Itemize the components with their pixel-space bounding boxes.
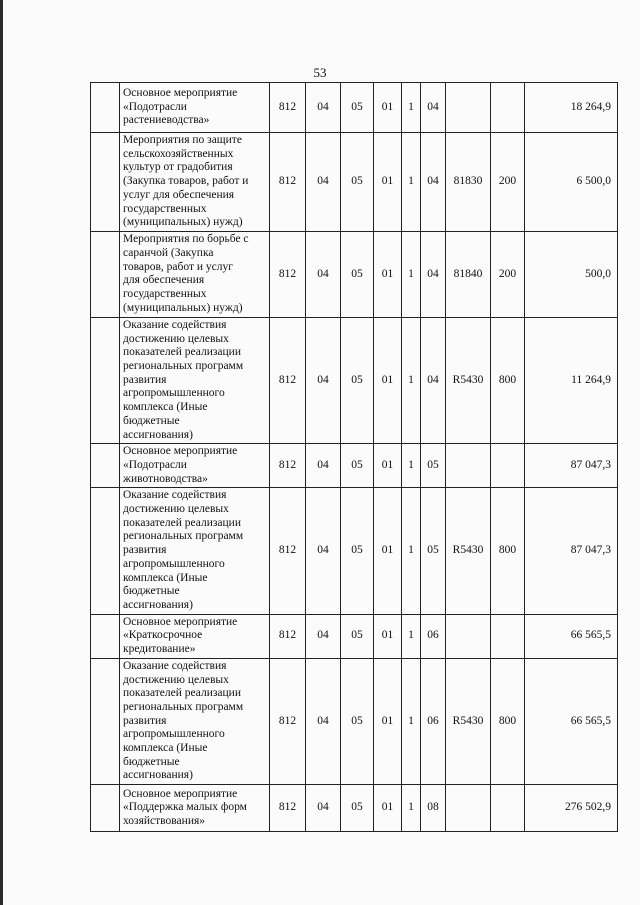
item-name-line: «Подотрасли	[123, 100, 187, 113]
subsection-cell: 05	[341, 317, 374, 443]
item-name-line: агропромышленного	[123, 728, 225, 741]
program-cell: 01	[374, 231, 402, 317]
item-name-line: развития	[123, 714, 167, 727]
program-cell: 01	[374, 133, 402, 232]
item-name-line: развития	[123, 544, 167, 557]
section-cell: 04	[306, 785, 341, 832]
number-cell	[91, 317, 120, 443]
table-row	[91, 83, 618, 133]
measure-cell: 05	[421, 444, 446, 488]
direction-code-cell	[446, 785, 491, 832]
subprogram-cell: 1	[402, 317, 421, 443]
subsection-cell: 05	[341, 231, 374, 317]
item-name-line: товаров, работ и услуг	[123, 260, 233, 273]
number-cell	[91, 83, 120, 133]
program-cell: 01	[374, 785, 402, 832]
measure-cell: 06	[421, 658, 446, 784]
subprogram-cell: 1	[402, 231, 421, 317]
subprogram-cell: 1	[402, 785, 421, 832]
table-row	[91, 658, 618, 784]
item-name-cell	[120, 83, 270, 133]
item-name-cell	[120, 133, 270, 232]
measure-cell: 04	[421, 231, 446, 317]
item-name-line: бюджетные	[123, 755, 180, 768]
number-cell	[91, 658, 120, 784]
item-name-line: сельскохозяйственных	[123, 147, 234, 160]
subsection-cell: 05	[341, 785, 374, 832]
item-name-line: региональных программ	[123, 530, 244, 543]
item-name-cell	[120, 488, 270, 614]
measure-cell: 04	[421, 83, 446, 133]
section-cell: 04	[306, 231, 341, 317]
amount-cell: 66 565,5	[525, 658, 618, 784]
item-name-cell	[120, 658, 270, 784]
program-cell: 01	[374, 658, 402, 784]
item-name-line: региональных программ	[123, 700, 244, 713]
item-name-line: агропромышленного	[123, 557, 225, 570]
table-row	[91, 231, 618, 317]
ved-cell: 812	[270, 133, 306, 232]
item-name-line: растениеводства»	[123, 114, 210, 127]
item-name-line: показателей реализации	[123, 516, 241, 529]
ved-cell: 812	[270, 614, 306, 658]
item-name-cell	[120, 614, 270, 658]
expense-type-cell: 200	[491, 231, 525, 317]
amount-cell: 66 565,5	[525, 614, 618, 658]
item-name-line: Оказание содействия	[123, 659, 227, 672]
table-row	[91, 317, 618, 443]
ved-cell: 812	[270, 231, 306, 317]
section-cell: 04	[306, 83, 341, 133]
direction-code-cell: 81840	[446, 231, 491, 317]
direction-code-cell: R5430	[446, 317, 491, 443]
expense-type-cell	[491, 785, 525, 832]
item-name-line: показателей реализации	[123, 687, 241, 700]
expense-type-cell	[491, 83, 525, 133]
subsection-cell: 05	[341, 83, 374, 133]
table-row	[91, 614, 618, 658]
item-name-line: развития	[123, 373, 167, 386]
number-cell	[91, 488, 120, 614]
subsection-cell: 05	[341, 133, 374, 232]
subprogram-cell: 1	[402, 83, 421, 133]
number-cell	[91, 614, 120, 658]
item-name-line: «Краткосрочное	[123, 629, 203, 642]
expense-type-cell: 800	[491, 317, 525, 443]
item-name-line: Основное мероприятие	[123, 615, 238, 628]
item-name-cell	[120, 317, 270, 443]
expense-type-cell: 800	[491, 488, 525, 614]
item-name-line: «Поддержка малых форм	[123, 801, 247, 814]
item-name-line: ассигнования)	[123, 428, 193, 441]
item-name-line: Оказание содействия	[123, 489, 227, 502]
subsection-cell: 05	[341, 658, 374, 784]
item-name-line: Мероприятия по борьбе с	[123, 233, 249, 246]
direction-code-cell: R5430	[446, 658, 491, 784]
section-cell: 04	[306, 444, 341, 488]
program-cell: 01	[374, 83, 402, 133]
table-row	[91, 785, 618, 832]
ved-cell: 812	[270, 488, 306, 614]
expense-type-cell: 200	[491, 133, 525, 232]
measure-cell: 05	[421, 488, 446, 614]
table-row	[91, 133, 618, 232]
direction-code-cell	[446, 83, 491, 133]
subprogram-cell: 1	[402, 658, 421, 784]
number-cell	[91, 133, 120, 232]
expense-type-cell	[491, 444, 525, 488]
subsection-cell: 05	[341, 488, 374, 614]
amount-cell: 18 264,9	[525, 83, 618, 133]
section-cell: 04	[306, 133, 341, 232]
subprogram-cell: 1	[402, 444, 421, 488]
ved-cell: 812	[270, 658, 306, 784]
subsection-cell: 05	[341, 444, 374, 488]
direction-code-cell: 81830	[446, 133, 491, 232]
item-name-line: бюджетные	[123, 585, 180, 598]
direction-code-cell	[446, 614, 491, 658]
item-name-line: хозяйствования»	[123, 814, 206, 827]
section-cell: 04	[306, 317, 341, 443]
item-name-cell	[120, 444, 270, 488]
program-cell: 01	[374, 317, 402, 443]
amount-cell: 87 047,3	[525, 488, 618, 614]
ved-cell: 812	[270, 444, 306, 488]
item-name-line: Основное мероприятие	[123, 787, 238, 800]
item-name-line: (муниципальных) нужд)	[123, 216, 243, 229]
item-name-line: государственных	[123, 288, 207, 301]
item-name-line: Оказание содействия	[123, 318, 227, 331]
subsection-cell: 05	[341, 614, 374, 658]
item-name-cell	[120, 231, 270, 317]
ved-cell: 812	[270, 785, 306, 832]
subprogram-cell: 1	[402, 133, 421, 232]
section-cell: 04	[306, 658, 341, 784]
item-name-line: комплекса (Иные	[123, 571, 208, 584]
item-name-line: региональных программ	[123, 360, 244, 373]
amount-cell: 276 502,9	[525, 785, 618, 832]
item-name-line: достижению целевых	[123, 503, 229, 516]
program-cell: 01	[374, 488, 402, 614]
measure-cell: 04	[421, 133, 446, 232]
section-cell: 04	[306, 488, 341, 614]
amount-cell: 11 264,9	[525, 317, 618, 443]
table-row	[91, 444, 618, 488]
ved-cell: 812	[270, 317, 306, 443]
direction-code-cell	[446, 444, 491, 488]
item-name-line: комплекса (Иные	[123, 401, 208, 414]
number-cell	[91, 785, 120, 832]
table-row	[91, 488, 618, 614]
item-name-line: (Закупка товаров, работ и	[123, 175, 249, 188]
measure-cell: 04	[421, 317, 446, 443]
item-name-line: достижению целевых	[123, 673, 229, 686]
item-name-line: кредитование»	[123, 643, 196, 656]
item-name-line: услуг для обеспечения	[123, 188, 235, 201]
subprogram-cell: 1	[402, 614, 421, 658]
item-name-line: Основное мероприятие	[123, 445, 238, 458]
table-body	[91, 83, 618, 832]
item-name-line: достижению целевых	[123, 332, 229, 345]
item-name-cell	[120, 785, 270, 832]
item-name-line: животноводства»	[123, 472, 208, 485]
item-name-line: бюджетные	[123, 414, 180, 427]
subprogram-cell: 1	[402, 488, 421, 614]
item-name-line: культур от градобития	[123, 161, 233, 174]
item-name-line: ассигнования)	[123, 769, 193, 782]
item-name-line: комплекса (Иные	[123, 742, 208, 755]
ved-cell: 812	[270, 83, 306, 133]
item-name-line: показателей реализации	[123, 346, 241, 359]
item-name-line: ассигнования)	[123, 598, 193, 611]
number-cell	[91, 231, 120, 317]
item-name-line: Мероприятия по защите	[123, 134, 242, 146]
item-name-line: государственных	[123, 202, 207, 215]
item-name-line: «Подотрасли	[123, 458, 187, 471]
amount-cell: 87 047,3	[525, 444, 618, 488]
amount-cell: 500,0	[525, 231, 618, 317]
number-cell	[91, 444, 120, 488]
item-name-line: агропромышленного	[123, 387, 225, 400]
amount-cell: 6 500,0	[525, 133, 618, 232]
item-name-line: (муниципальных) нужд)	[123, 301, 243, 314]
item-name-line: Основное мероприятие	[123, 86, 238, 99]
budget-table	[90, 82, 618, 832]
measure-cell: 06	[421, 614, 446, 658]
direction-code-cell: R5430	[446, 488, 491, 614]
expense-type-cell: 800	[491, 658, 525, 784]
item-name-line: для обеспечения	[123, 274, 205, 287]
measure-cell: 08	[421, 785, 446, 832]
item-name-line: саранчой (Закупка	[123, 247, 214, 260]
program-cell: 01	[374, 444, 402, 488]
expense-type-cell	[491, 614, 525, 658]
scan-edge	[0, 0, 3, 905]
page-number: 53	[313, 65, 327, 80]
section-cell: 04	[306, 614, 341, 658]
program-cell: 01	[374, 614, 402, 658]
